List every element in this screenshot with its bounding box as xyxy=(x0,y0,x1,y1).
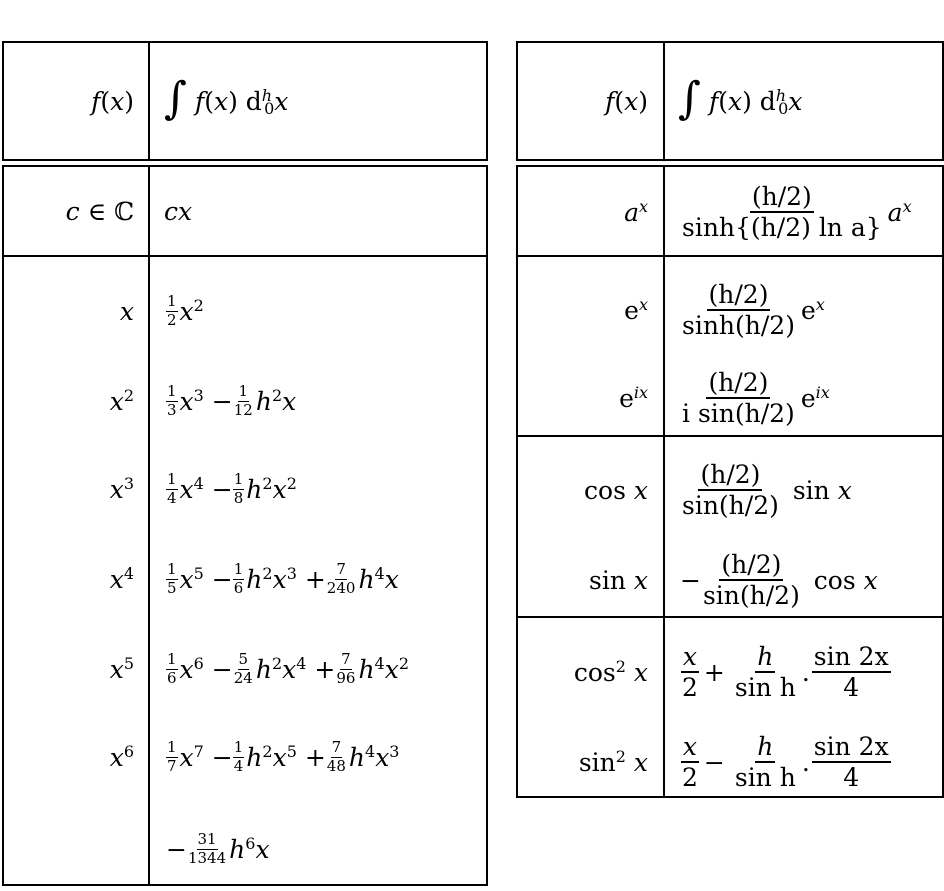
integral-sign-icon: ∫ xyxy=(164,73,187,124)
right-divider-1 xyxy=(516,255,944,257)
right-row-sin2-integral: $\frac{x}{2}$ − $\frac{h}{\text{sin h}}$ . $\frac{\sin 2x}{4}$ xyxy=(682,731,889,792)
right-row-ex-f: $e^x$ xyxy=(624,294,648,325)
left-row-x4-integral: $\frac{1}{5}$ $x^5$ − $\frac{1}{6}$ $h^2x^3$ + $\frac{7}{240}$ $h^4x$ xyxy=(167,559,399,597)
left-row-x4-f: $x^4$ xyxy=(109,563,134,594)
integral-sign-icon: ∫ xyxy=(678,73,701,124)
left-row-x-f: x xyxy=(119,296,134,326)
right-header-divider xyxy=(663,41,665,161)
left-row-x3-f: $x^3$ xyxy=(109,473,134,504)
left-row-x2-integral: $\frac{1}{3}$ $x^3$ − $\frac{1}{12}$ $h^2x$ xyxy=(167,381,297,419)
right-row-cos-f: cos x xyxy=(584,475,648,505)
left-row-constant-integral: cx xyxy=(164,196,193,226)
right-row-eix-integral: $\frac{(h/2)}{\text{i sin(h/2)}}$ $e^{ix}$ xyxy=(682,367,830,428)
right-header-fx: f(x) xyxy=(605,86,648,116)
left-header-integral: ∫ f(x) $d^h_0x$ xyxy=(164,73,289,124)
left-row-x6-integral: $\frac{1}{7}$ $x^7$ − $\frac{1}{4}$ $h^2x^5$ + $\frac{7}{48}$ $h^4x^3$ xyxy=(167,737,400,775)
right-row-sin-f: sin x xyxy=(589,565,648,595)
right-row-sin-integral: − $\frac{(h/2)}{\sin(h/2)}$ cos x xyxy=(680,549,878,610)
left-row-x-integral: $\frac{1}{2}$ $x^2$ xyxy=(167,291,204,329)
left-row-x5-f: $x^5$ xyxy=(109,653,134,684)
left-body-divider xyxy=(148,165,150,886)
left-row-x6-f: $x^6$ xyxy=(109,741,134,772)
right-row-cos2-f: $\cos^2 x$ xyxy=(573,656,648,687)
right-body-divider xyxy=(663,165,665,798)
left-row-x2-f: $x^2$ xyxy=(109,385,134,416)
left-row-constant-f: c ∈ ℂ xyxy=(65,196,134,226)
right-header-integral: ∫ f(x) $d^h_0x$ xyxy=(678,73,803,124)
right-row-ax-integral: $\frac{(h/2)}{\text{sinh\{(h/2) ln a\}}}$ $a^x$ xyxy=(682,181,912,242)
left-constant-row-divider xyxy=(2,255,488,257)
left-header-fx: f(x) xyxy=(91,86,134,116)
left-row-x3-integral: $\frac{1}{4}$ $x^4$ − $\frac{1}{8}$ $h^2x^2$ xyxy=(167,469,297,507)
left-row-x6-integral-continued: − $\frac{31}{1344}$ $h^6x$ xyxy=(166,829,270,867)
right-row-cos-integral: $\frac{(h/2)}{\sin(h/2)}$ sin x xyxy=(682,459,852,520)
right-row-ax-f: $a^x$ xyxy=(624,196,648,227)
right-row-cos2-integral: $\frac{x}{2}$ + $\frac{h}{\text{sin h}}$ . $\frac{\sin 2x}{4}$ xyxy=(682,641,889,702)
left-header-divider xyxy=(148,41,150,161)
right-row-eix-f: $e^{ix}$ xyxy=(619,382,648,413)
right-row-ex-integral: $\frac{(h/2)}{\sinh(h/2)}$ $e^x$ xyxy=(682,279,825,340)
right-row-sin2-f: $\sin^2 x$ xyxy=(578,746,648,777)
left-row-x5-integral: $\frac{1}{6}$ $x^6$ − $\frac{5}{24}$ $h^2x^4$ + $\frac{7}{96}$ $h^4x^2$ xyxy=(167,649,410,687)
